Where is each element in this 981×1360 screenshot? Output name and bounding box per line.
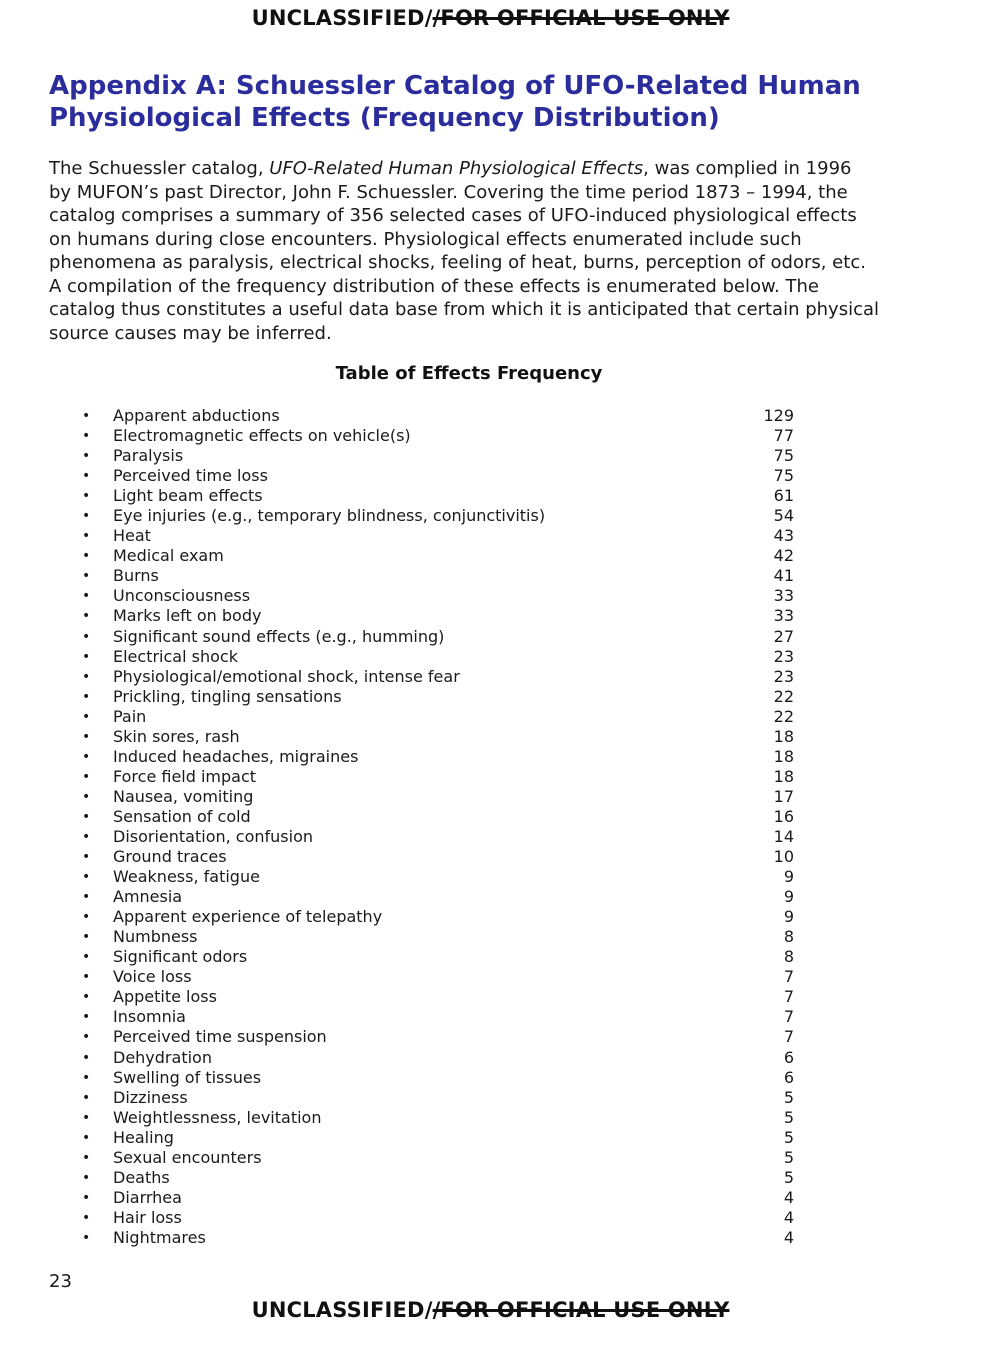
bullet-icon: • <box>82 1109 91 1126</box>
bullet-icon: • <box>82 568 91 585</box>
effect-label: Electromagnetic effects on vehicle(s) <box>113 426 411 446</box>
effect-count: 5 <box>783 1107 794 1127</box>
effect-row <box>0 927 981 947</box>
effect-row <box>0 506 981 526</box>
effect-count: 23 <box>773 646 794 666</box>
bullet-icon: • <box>82 1029 91 1046</box>
bullet-icon: • <box>82 488 91 505</box>
bullet-icon: • <box>82 1009 91 1026</box>
effect-count: 9 <box>783 867 794 887</box>
effect-label: Sexual encounters <box>113 1147 262 1167</box>
bullet-icon: • <box>82 1089 91 1106</box>
effect-count: 75 <box>773 466 794 486</box>
page-number: 23 <box>49 1271 72 1292</box>
effect-label: Electrical shock <box>113 646 238 666</box>
bullet-icon: • <box>82 708 91 725</box>
effect-row <box>0 466 981 486</box>
effect-count: 23 <box>773 666 794 686</box>
bullet-icon: • <box>82 628 91 645</box>
effect-count: 9 <box>783 907 794 927</box>
classification-marking-top <box>0 6 981 30</box>
intro-paragraph <box>49 157 879 345</box>
appendix-title: Appendix A: Schuessler Catalog of UFO-Related Human Physiological Effects (Frequency Distribution) <box>49 71 861 133</box>
bullet-icon: • <box>82 588 91 605</box>
effect-count: 18 <box>773 726 794 746</box>
effect-label: Induced headaches, migraines <box>113 746 359 766</box>
caveat-struck: /FOR OFFICIAL USE ONLY <box>432 1298 730 1322</box>
bullet-icon: • <box>82 468 91 485</box>
effect-label: Eye injuries (e.g., temporary blindness, conjunctivitis) <box>113 506 546 526</box>
bullet-icon: • <box>82 1129 91 1146</box>
bullet-icon: • <box>82 648 91 665</box>
effect-row <box>0 727 981 747</box>
bullet-icon: • <box>82 909 91 926</box>
effect-label: Ground traces <box>113 847 227 867</box>
effect-row <box>0 486 981 506</box>
effect-row <box>0 967 981 987</box>
effect-label: Amnesia <box>113 887 183 907</box>
effect-label: Skin sores, rash <box>113 726 240 746</box>
effect-row <box>0 546 981 566</box>
effect-label: Medical exam <box>113 546 224 566</box>
effect-label: Perceived time suspension <box>113 1027 327 1047</box>
effect-count: 27 <box>773 626 794 646</box>
bullet-icon: • <box>82 748 91 765</box>
effect-count: 8 <box>783 927 794 947</box>
effect-row <box>0 807 981 827</box>
table-heading: Table of Effects Frequency <box>335 363 603 384</box>
effect-count: 4 <box>783 1227 794 1247</box>
effect-label: Dizziness <box>113 1087 188 1107</box>
effect-label: Pain <box>113 706 147 726</box>
effect-row <box>0 947 981 967</box>
effect-label: Deaths <box>113 1167 170 1187</box>
bullet-icon: • <box>82 1149 91 1166</box>
bullet-icon: • <box>82 1049 91 1066</box>
effect-row <box>0 787 981 807</box>
effect-row <box>0 987 981 1007</box>
effect-count: 16 <box>773 806 794 826</box>
effect-row <box>0 1088 981 1108</box>
effect-row <box>0 767 981 787</box>
effect-count: 4 <box>783 1207 794 1227</box>
effect-count: 10 <box>773 847 794 867</box>
effect-row <box>0 887 981 907</box>
effect-count: 5 <box>783 1087 794 1107</box>
bullet-icon: • <box>82 728 91 745</box>
effect-count: 5 <box>783 1167 794 1187</box>
effect-row <box>0 1168 981 1188</box>
effect-label: Heat <box>113 526 151 546</box>
effect-label: Appetite loss <box>113 987 217 1007</box>
effect-label: Numbness <box>113 927 198 947</box>
effect-count: 54 <box>773 506 794 526</box>
intro-lead: The Schuessler catalog, <box>49 158 270 179</box>
effect-count: 5 <box>783 1147 794 1167</box>
effect-label: Light beam effects <box>113 486 263 506</box>
bullet-icon: • <box>82 1169 91 1186</box>
bullet-icon: • <box>82 508 91 525</box>
effect-count: 7 <box>783 987 794 1007</box>
effect-row <box>0 526 981 546</box>
bullet-icon: • <box>82 949 91 966</box>
effect-row <box>0 1007 981 1027</box>
effect-row <box>0 1208 981 1228</box>
effect-row <box>0 1027 981 1047</box>
bullet-icon: • <box>82 1229 91 1246</box>
effect-label: Significant sound effects (e.g., humming) <box>113 626 445 646</box>
effect-row <box>0 1228 981 1248</box>
effect-count: 77 <box>773 426 794 446</box>
effect-count: 6 <box>783 1067 794 1087</box>
bullet-icon: • <box>82 929 91 946</box>
effect-label: Force field impact <box>113 766 257 786</box>
effect-row <box>0 1148 981 1168</box>
effect-count: 17 <box>773 786 794 806</box>
effect-row <box>0 687 981 707</box>
bullet-icon: • <box>82 608 91 625</box>
effect-count: 18 <box>773 746 794 766</box>
bullet-icon: • <box>82 688 91 705</box>
effect-row <box>0 606 981 626</box>
effect-count: 18 <box>773 766 794 786</box>
effect-label: Dehydration <box>113 1047 212 1067</box>
effect-count: 4 <box>783 1187 794 1207</box>
bullet-icon: • <box>82 1069 91 1086</box>
effect-count: 22 <box>773 706 794 726</box>
effect-label: Apparent abductions <box>113 406 280 425</box>
effect-label: Disorientation, confusion <box>113 826 314 846</box>
effect-count: 6 <box>783 1047 794 1067</box>
effect-label: Diarrhea <box>113 1187 182 1207</box>
effect-row <box>0 707 981 727</box>
effect-row <box>0 747 981 767</box>
effect-count: 14 <box>773 826 794 846</box>
effect-count: 75 <box>773 446 794 466</box>
bullet-icon: • <box>82 808 91 825</box>
effect-label: Insomnia <box>113 1007 186 1027</box>
bullet-icon: • <box>82 528 91 545</box>
effect-label: Apparent experience of telepathy <box>113 907 383 927</box>
effect-label: Weakness, fatigue <box>113 867 260 887</box>
effect-row <box>0 1048 981 1068</box>
effect-count: 7 <box>783 967 794 987</box>
effect-row <box>0 426 981 446</box>
effect-row <box>0 1068 981 1088</box>
effect-label: Sensation of cold <box>113 806 251 826</box>
bullet-icon: • <box>82 428 91 445</box>
effect-row <box>0 647 981 667</box>
bullet-icon: • <box>82 788 91 805</box>
effect-label: Marks left on body <box>113 606 262 626</box>
bullet-icon: • <box>82 668 91 685</box>
bullet-icon: • <box>82 768 91 785</box>
effect-label: Weightlessness, levitation <box>113 1107 322 1127</box>
effect-label: Swelling of tissues <box>113 1067 262 1087</box>
effect-row <box>0 586 981 606</box>
classification-label: UNCLASSIFIED/ <box>251 1298 433 1322</box>
bullet-icon: • <box>82 448 91 465</box>
effect-count: 9 <box>783 887 794 907</box>
effect-row <box>0 667 981 687</box>
effect-count: 43 <box>773 526 794 546</box>
effect-row <box>0 406 981 426</box>
effect-label: Voice loss <box>113 967 192 987</box>
effect-label: Nightmares <box>113 1227 206 1247</box>
bullet-icon: • <box>82 548 91 565</box>
effect-count: 42 <box>773 546 794 566</box>
effect-row <box>0 867 981 887</box>
classification-label: UNCLASSIFIED/ <box>251 6 433 30</box>
classification-marking-bottom <box>0 1298 981 1322</box>
effect-label: Paralysis <box>113 446 184 466</box>
bullet-icon: • <box>82 969 91 986</box>
effect-row <box>0 1108 981 1128</box>
effect-row <box>0 1128 981 1148</box>
effects-frequency-list <box>0 406 981 1248</box>
effect-count: 5 <box>783 1127 794 1147</box>
effect-label: Perceived time loss <box>113 466 268 486</box>
bullet-icon: • <box>82 828 91 845</box>
effect-row <box>0 446 981 466</box>
bullet-icon: • <box>82 408 91 424</box>
effect-row <box>0 566 981 586</box>
effect-label: Unconsciousness <box>113 586 251 606</box>
effect-row <box>0 1188 981 1208</box>
effect-count: 129 <box>763 406 794 425</box>
effect-label: Burns <box>113 566 159 586</box>
effect-count: 22 <box>773 686 794 706</box>
effect-label: Healing <box>113 1127 174 1147</box>
bullet-icon: • <box>82 869 91 886</box>
catalog-title: UFO-Related Human Physiological Effects <box>269 158 644 179</box>
bullet-icon: • <box>82 1189 91 1206</box>
effect-count: 7 <box>783 1007 794 1027</box>
bullet-icon: • <box>82 1209 91 1226</box>
effect-label: Prickling, tingling sensations <box>113 686 342 706</box>
bullet-icon: • <box>82 989 91 1006</box>
effect-label: Nausea, vomiting <box>113 786 254 806</box>
effect-row <box>0 627 981 647</box>
effect-count: 7 <box>783 1027 794 1047</box>
effect-count: 8 <box>783 947 794 967</box>
effect-row <box>0 847 981 867</box>
caveat-struck: /FOR OFFICIAL USE ONLY <box>432 6 730 30</box>
effect-count: 61 <box>773 486 794 506</box>
intro-body: , was complied in 1996 by MUFON’s past Director, John F. Schuessler. Covering the time period 1873 – 1994, the catalog comprises a summary of 356 selected cases of UFO-induced physiological effects on humans during close encounters. Physiological effects enumerated include such phenomena as paralysis, electrical shocks, feeling of heat, burns, perception of odors, etc. A compilation of the frequency distribution of these effects is enumerated below. The catalog thus constitutes a useful data base from which it is anticipated that certain physical source causes may be inferred. <box>49 158 880 344</box>
effect-count: 33 <box>773 586 794 606</box>
effect-label: Physiological/emotional shock, intense fear <box>113 666 460 686</box>
effect-count: 41 <box>773 566 794 586</box>
bullet-icon: • <box>82 849 91 866</box>
effect-label: Significant odors <box>113 947 248 967</box>
effect-count: 33 <box>773 606 794 626</box>
effect-label: Hair loss <box>113 1207 182 1227</box>
bullet-icon: • <box>82 889 91 906</box>
effect-row <box>0 827 981 847</box>
effect-row <box>0 907 981 927</box>
